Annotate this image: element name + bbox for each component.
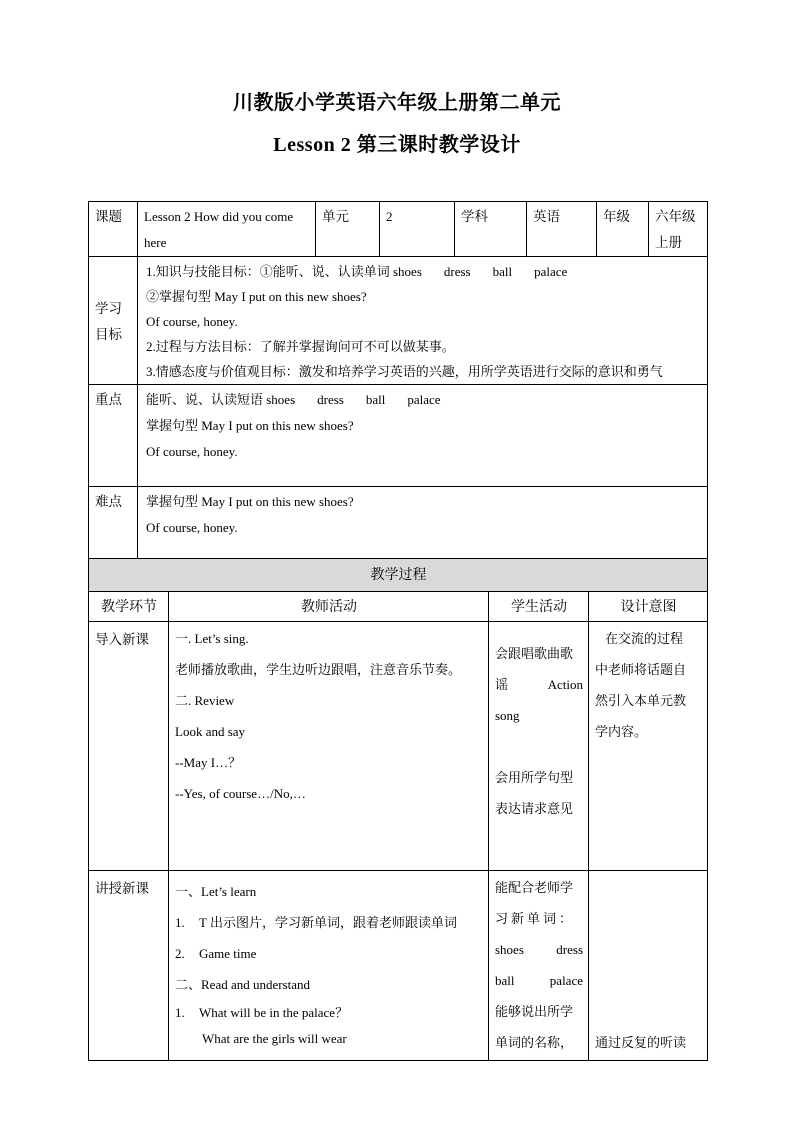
goal-word: dress xyxy=(443,264,471,279)
goal-text: 1.知识与技能目标：①能听、说、认读单词 shoes xyxy=(146,264,422,279)
course-value-line: here xyxy=(144,235,167,250)
key-word: dress xyxy=(317,392,344,407)
document-title: 川教版小学英语六年级上册第二单元 xyxy=(233,92,561,114)
column-header-student: 学生活动 xyxy=(489,592,589,622)
student-line xyxy=(495,669,583,700)
teacher-line: --Yes, of course…/No,… xyxy=(175,786,306,801)
teacher-line: 一. Let’s sing. xyxy=(175,631,249,646)
subject-label: 学科 xyxy=(455,202,527,257)
difficult-points-row xyxy=(89,487,708,562)
goals-label-line: 目标 xyxy=(95,326,122,342)
student-line: ball palace xyxy=(495,973,583,988)
goal-line-3: Of course, honey. xyxy=(146,314,238,329)
teacher-line: 老师播放歌曲，学生边听边跟唱，注意音乐节奏。 xyxy=(175,662,462,677)
teacher-activity-new-lesson xyxy=(169,871,489,1061)
process-row-new-lesson xyxy=(89,871,708,1061)
teacher-line: 1. T 出示图片，学习新单词，跟着老师跟读单词 xyxy=(175,907,483,938)
unit-value: 2 xyxy=(380,202,455,257)
key-word: palace xyxy=(407,392,441,407)
course-row xyxy=(89,202,708,257)
teacher-line: --May I…？ xyxy=(175,755,242,770)
goal-line-2: ②掌握句型 May I put on this new shoes? xyxy=(146,289,367,304)
teacher-line: 1. What will be in the palace？ xyxy=(175,1000,483,1026)
intent-line: 学内容。 xyxy=(595,724,648,739)
teacher-line: 2. Game time xyxy=(175,938,483,969)
key-label: 重点 xyxy=(89,385,138,487)
key-word: ball xyxy=(365,392,386,407)
unit-label: 单元 xyxy=(316,202,380,257)
goal-line-4: 2.过程与方法目标：了解并掌握询问可不可以做某事。 xyxy=(146,339,455,354)
course-value-line: Lesson 2 How did you come xyxy=(144,209,294,224)
process-row-intro xyxy=(89,622,708,871)
list-number: 1. xyxy=(175,915,185,930)
column-header-intent: 设计意图 xyxy=(589,592,708,622)
stage-intro: 导入新课 xyxy=(89,622,169,871)
goals-row xyxy=(89,257,708,385)
intent-line: 通过反复的听读 xyxy=(595,1035,687,1050)
grade-label: 年级 xyxy=(597,202,649,257)
goal-word: ball xyxy=(492,264,513,279)
goal-line-5: 3.情感态度与价值观目标：激发和培养学习英语的兴趣，用所学英语进行交际的意识和勇气 xyxy=(146,364,663,379)
difficult-label: 难点 xyxy=(89,487,138,562)
process-table xyxy=(88,558,708,1061)
intent-line: 然引入本单元教 xyxy=(595,693,687,708)
goals-content xyxy=(138,257,708,385)
process-header: 教学过程 xyxy=(89,559,708,592)
list-number: 1. xyxy=(175,1005,185,1020)
course-value xyxy=(138,202,316,257)
student-line: 习新单词： xyxy=(495,911,576,926)
difficult-line-1: 掌握句型 May I put on this new shoes? xyxy=(146,494,354,509)
grade-value-line: 上册 xyxy=(655,235,682,250)
process-column-headers xyxy=(89,592,708,622)
key-line-1 xyxy=(146,387,702,413)
student-word: Action xyxy=(547,677,583,692)
key-points-row xyxy=(89,385,708,487)
student-word: 谣 xyxy=(495,677,509,692)
teacher-line: Look and say xyxy=(175,724,246,739)
goals-label xyxy=(89,257,138,385)
goal-word: palace xyxy=(534,264,568,279)
info-table xyxy=(88,201,708,562)
student-line: 表达请求意见 xyxy=(495,801,574,816)
student-line: song xyxy=(495,708,520,723)
teacher-line: 二、Read and understand xyxy=(175,977,311,992)
goal-line-1 xyxy=(146,259,702,284)
stage-new-lesson: 讲授新课 xyxy=(89,871,169,1061)
student-activity-new-lesson xyxy=(489,871,589,1061)
teacher-activity-intro xyxy=(169,622,489,871)
key-text: 能听、说、认读短语 shoes xyxy=(146,392,296,407)
student-line: shoes dress xyxy=(495,942,583,957)
list-number: 2. xyxy=(175,946,185,961)
difficult-line-2: Of course, honey. xyxy=(146,520,238,535)
key-line-2: 掌握句型 May I put on this new shoes? xyxy=(146,418,354,433)
process-header-row xyxy=(89,559,708,592)
key-line-3: Of course, honey. xyxy=(146,444,238,459)
student-line: 会跟唱歌曲歌 xyxy=(495,646,574,661)
column-header-stage: 教学环节 xyxy=(89,592,169,622)
column-header-teacher: 教师活动 xyxy=(169,592,489,622)
intent-line: 在交流的过程 xyxy=(605,631,684,646)
teacher-line: What are the girls will wear xyxy=(202,1031,347,1046)
student-line: 能够说出所学 xyxy=(495,1004,574,1019)
student-activity-intro xyxy=(489,622,589,871)
document-subtitle: Lesson 2 第三课时教学设计 xyxy=(273,134,521,156)
grade-value xyxy=(649,202,708,257)
difficult-content xyxy=(138,487,708,562)
subject-value: 英语 xyxy=(527,202,597,257)
student-line: 会用所学句型 xyxy=(495,770,574,785)
grade-value-line: 六年级 xyxy=(655,209,696,224)
design-intent-intro xyxy=(589,622,708,871)
goals-label-line: 学习 xyxy=(95,300,122,316)
teacher-line: 一、Let’s learn xyxy=(175,884,257,899)
teacher-line: 二. Review xyxy=(175,693,235,708)
course-label: 课题 xyxy=(89,202,138,257)
student-line: 能配合老师学 xyxy=(495,880,574,895)
design-intent-new-lesson xyxy=(589,871,708,1061)
intent-line: 中老师将话题自 xyxy=(595,662,687,677)
key-content xyxy=(138,385,708,487)
student-line: 单词的名称， xyxy=(495,1035,574,1050)
